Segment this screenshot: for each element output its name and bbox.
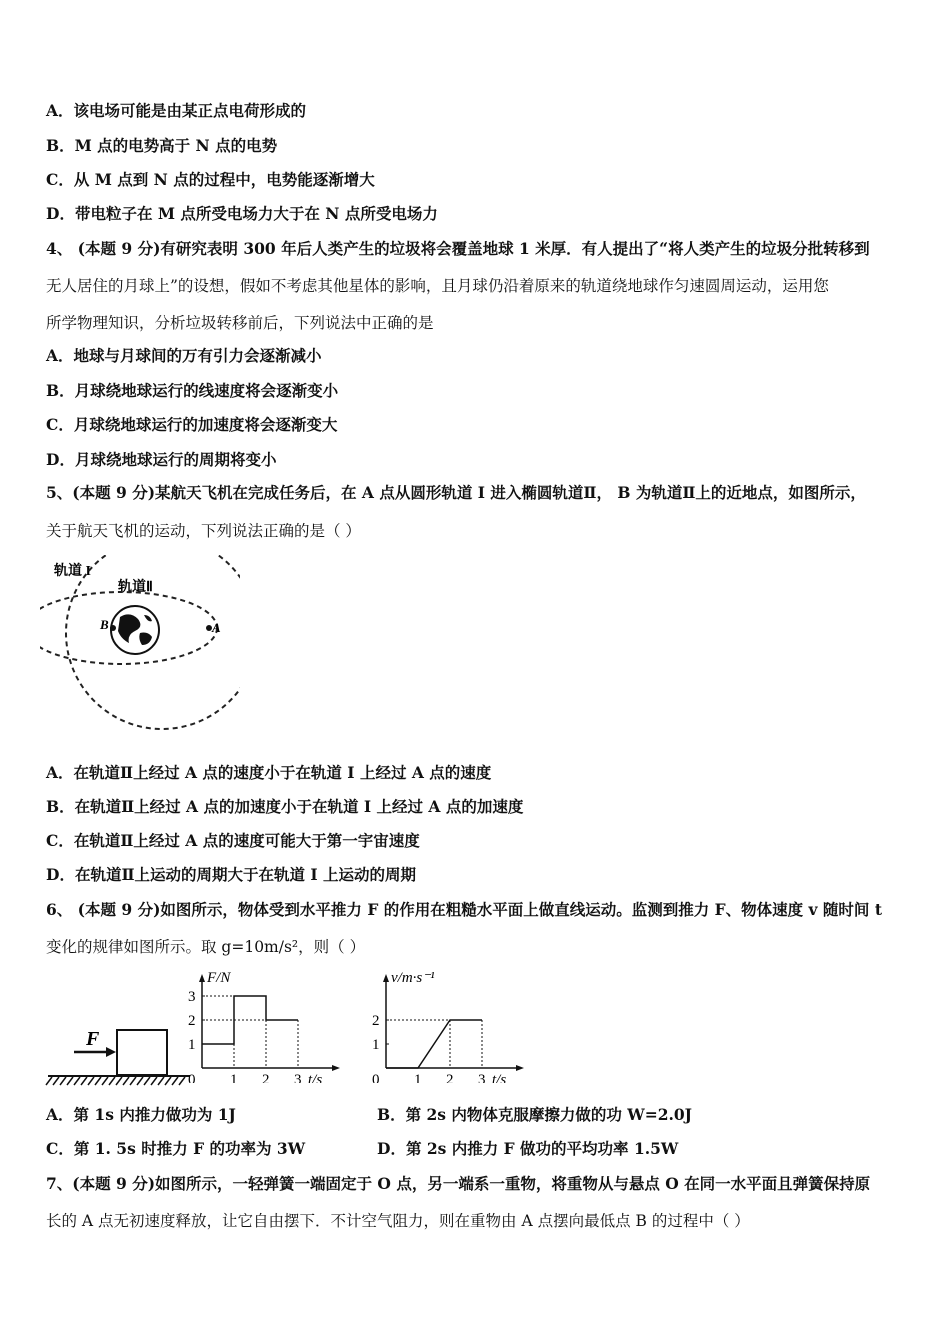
q6-stem-line2: 变化的规律如图所示。取 g=10m/s²，则（ ）: [46, 938, 366, 956]
hatch-mark: [130, 1077, 136, 1085]
hatch-mark: [109, 1077, 115, 1085]
f-chart-y-tick-label: 3: [188, 989, 196, 1005]
f-chart-y-tick-label: 2: [188, 1013, 196, 1029]
hatch-mark: [53, 1077, 59, 1085]
f-chart-x-tick-label: 1: [230, 1072, 238, 1083]
hatch-mark: [179, 1077, 185, 1085]
q3-option-b: B．M 点的电势高于 N 点的电势: [46, 136, 278, 155]
hatch-mark: [81, 1077, 87, 1085]
f-chart-y-label: F/N: [207, 970, 231, 986]
q5-option-c: C．在轨道Ⅱ上经过 A 点的速度可能大于第一宇宙速度: [46, 831, 420, 850]
hatch-mark: [102, 1077, 108, 1085]
hatch-mark: [67, 1077, 73, 1085]
q7-stem-line2: 长的 A 点无初速度释放，让它自由摆下．不计空气阻力，则在重物由 A 点摆向最低点 B 的过程中（ ）: [46, 1212, 750, 1230]
velocity-time-chart: [370, 968, 530, 1083]
hatch-mark: [60, 1077, 66, 1085]
q6-stem-line1: 6、 (本题 9 分)如图所示，物体受到水平推力 F 的作用在粗糙水平面上做直线运动。监测到推力 F、物体速度 v 随时间 t: [46, 900, 882, 919]
q3-option-c: C．从 M 点到 N 点的过程中，电势能逐渐增大: [46, 170, 375, 189]
v-chart-x-label: t/s: [492, 1072, 507, 1083]
q4-stem-line3: 所学物理知识，分析垃圾转移前后，下列说法中正确的是: [46, 314, 434, 332]
q4-option-a: A．地球与月球间的万有引力会逐渐减小: [46, 346, 322, 365]
hatch-mark: [144, 1077, 150, 1085]
hatch-mark: [158, 1077, 164, 1085]
f-chart-x-tick-label: 0: [188, 1072, 196, 1083]
q4-stem-line1: 4、 (本题 9 分)有研究表明 300 年后人类产生的垃圾将会覆盖地球 1 米厚．有人提出了“将人类产生的垃圾分批转移到: [46, 239, 870, 258]
f-chart-x-tick-label: 3: [294, 1072, 302, 1083]
hatch-mark: [116, 1077, 122, 1085]
hatch-mark: [151, 1077, 157, 1085]
point-b-label: B: [100, 617, 109, 632]
q3-option-d: D．带电粒子在 M 点所受电场力大于在 N 点所受电场力: [46, 204, 438, 223]
q7-stem-line1: 7、(本题 9 分)如图所示，一轻弹簧一端固定于 O 点，另一端系一重物，将重物从与悬点 O 在同一水平面且弹簧保持原: [46, 1174, 871, 1193]
v-chart-x-tick-label: 2: [446, 1072, 454, 1083]
force-time-chart: [186, 968, 346, 1083]
q3-option-a: A．该电场可能是由某正点电荷形成的: [46, 101, 307, 120]
block: [117, 1030, 167, 1075]
orbit-figure: [40, 555, 240, 735]
f-chart-x-tick-label: 2: [262, 1072, 270, 1083]
q5-option-b: B．在轨道Ⅱ上经过 A 点的加速度小于在轨道 I 上经过 A 点的加速度: [46, 797, 524, 816]
point-a-label: A: [212, 620, 221, 635]
block-figure: [44, 1020, 194, 1090]
q6-option-a: A．第 1s 内推力做功为 1J: [46, 1105, 236, 1124]
q4-option-c: C．月球绕地球运行的加速度将会逐渐变大: [46, 415, 338, 434]
hatch-mark: [165, 1077, 171, 1085]
q6-option-c: C．第 1. 5s 时推力 F 的功率为 3W: [46, 1139, 306, 1158]
v-chart-y-arrow: [383, 974, 389, 982]
v-chart-y-tick-label: 2: [372, 1013, 380, 1029]
orbit1-label: 轨道 I: [54, 564, 91, 579]
q4-stem-line2: 无人居住的月球上”的设想，假如不考虑其他星体的影响，且月球仍沿着原来的轨道绕地球作匀速圆周运动，运用您: [46, 277, 829, 295]
f-chart-x-arrow: [332, 1065, 340, 1071]
force-label: F: [86, 1028, 100, 1050]
f-chart-y-arrow: [199, 974, 205, 982]
force-arrowhead: [106, 1047, 116, 1057]
v-chart-x-tick-label: 3: [478, 1072, 486, 1083]
hatch-mark: [95, 1077, 101, 1085]
hatch-mark: [137, 1077, 143, 1085]
v-chart-x-arrow: [516, 1065, 524, 1071]
hatch-mark: [123, 1077, 129, 1085]
q4-option-d: D．月球绕地球运行的周期将变小: [46, 450, 277, 469]
orbit2-label: 轨道Ⅱ: [118, 580, 153, 595]
v-chart-x-tick-label: 1: [414, 1072, 422, 1083]
hatch-mark: [74, 1077, 80, 1085]
hatch-mark: [172, 1077, 178, 1085]
q6-option-d: D．第 2s 内推力 F 做功的平均功率 1.5W: [377, 1139, 679, 1158]
f-chart-x-label: t/s: [308, 1072, 323, 1083]
v-chart-y-tick-label: 1: [372, 1037, 380, 1053]
v-chart-x-tick-label: 0: [372, 1072, 380, 1083]
q5-stem-line1: 5、(本题 9 分)某航天飞机在完成任务后，在 A 点从圆形轨道 I 进入椭圆轨道Ⅱ， B 为轨道Ⅱ上的近地点，如图所示，: [46, 483, 866, 502]
q5-option-d: D．在轨道Ⅱ上运动的周期大于在轨道 I 上运动的周期: [46, 865, 417, 884]
v-chart-y-label: v/m·s⁻¹: [391, 970, 435, 986]
earth-icon: [111, 606, 159, 654]
ground-hatch: [46, 1077, 185, 1085]
v-chart-series-line: [386, 1020, 482, 1068]
q5-stem-line2: 关于航天飞机的运动，下列说法正确的是（ ）: [46, 522, 361, 540]
q6-option-b: B．第 2s 内物体克服摩擦力做的功 W=2.0J: [377, 1105, 692, 1124]
f-chart-y-tick-label: 1: [188, 1037, 196, 1053]
q4-option-b: B．月球绕地球运行的线速度将会逐渐变小: [46, 381, 339, 400]
point-b-dot: [110, 625, 116, 631]
hatch-mark: [46, 1077, 52, 1085]
q5-option-a: A．在轨道Ⅱ上经过 A 点的速度小于在轨道 I 上经过 A 点的速度: [46, 763, 492, 782]
hatch-mark: [88, 1077, 94, 1085]
